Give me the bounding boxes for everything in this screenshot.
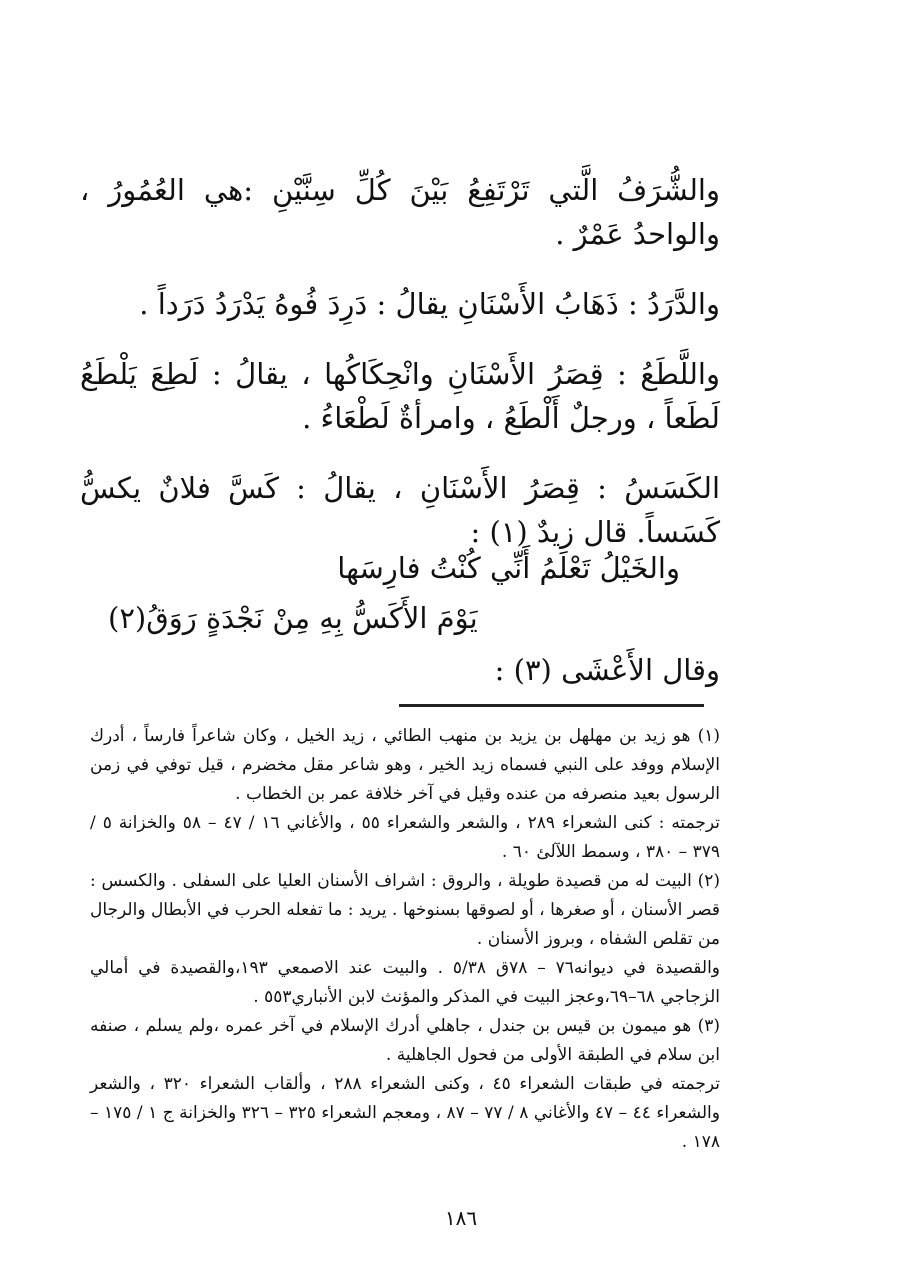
footnote-1-sources: ترجمته : كنى الشعراء ٢٨٩ ، والشعر والشعراء ٥٥ ، والأغاني ١٦ / ٤٧ – ٥٨ والخزانة ٥ / ٣٧٩ – ٣٨٠ ، وسمط اللآلئ ٦٠ . — [90, 813, 721, 862]
footnote-2: (٢) البيت له من قصيدة طويلة ، والروق : اشراف الأسنان العليا على السفلى . والكسس : قصر الأسنان ، أو صغرها ، أو لصوقها بسنوخها . يريد : ما تفعله الحرب في الأبطال والرجال من تقلص الشفاه ، وبروز الأسنان . — [90, 871, 720, 949]
paragraph-shuruf: والشُّرَفُ الَّتي تَرْتَفِعُ بَيْنَ كُلِّ سِنَّيْنِ :هي العُمُورُ ، والواحدُ عَمْرٌ . — [80, 173, 720, 251]
footnote-3-sources: ترجمته في طبقات الشعراء ٤٥ ، وكنى الشعراء ٢٨٨ ، وألقاب الشعراء ٣٢٠ ، والشعر والشعراء ٤٤ – ٤٧ والأغاني ٨ / ٧٧ – ٨٧ ، ومعجم الشعراء ٣٢٥ – ٣٢٦ والخزانة ج ١ / ١٧٥ – ١٧٨ . — [90, 1074, 721, 1152]
footnote-2-sources: والقصيدة في ديوانه٧٦ – ٧٨ق ٥/٣٨ . والبيت عند الاصمعي ١٩٣،والقصيدة في أمالي الزجاجي ٦٨–٦٩،وعجز البيت في المذكر والمؤنث لابن الأنباري٥٥٣ . — [90, 958, 721, 1007]
paragraph-kasas: الكَسَسُ : قِصَرُ الأَسْنَانِ ، يقالُ : كَسَّ فلانٌ يكسُّ كَسَساً. قال زيدٌ (١) : — [80, 471, 720, 549]
paragraph-lata: واللَّطَعُ : قِصَرُ الأَسْنَانِ وانْحِكَاكُها ، يقالُ : لَطِعَ يَلْطَعُ لَطَعاً ، ورجلٌ أَلْطَعُ ، وامرأةٌ لَطْعَاءُ . — [80, 357, 720, 435]
poet-intro-line: وقال الأَعْشَى (٣) : — [494, 653, 720, 687]
main-text — [80, 168, 720, 580]
verse-hemistich-2: يَوْمَ الأَكَسُّ بِهِ مِنْ نَجْدَةٍ رَوَقُ(٢) — [108, 601, 478, 635]
footnote-3: (٣) هو ميمون بن قيس بن جندل ، جاهلي أدرك الإسلام في آخر عمره ،ولم يسلم ، صنفه ابن سلام في الطبقة الأولى من فحول الجاهلية . — [90, 1016, 720, 1065]
footnote-1: (١) هو زيد بن مهلهل بن يزيد بن منهب الطائي ، زيد الخيل ، وكان شاعراً فارساً ، أدرك الإسلام ووفد على النبي فسماه زيد الخير ، وهو شاعر مقل مخضرم ، قيل توفي في زمن الرسول بعيد منصرفه من عنده وقيل في آخر خلافة عمر بن الخطاب . — [90, 726, 720, 804]
paragraph-darad: والدَّرَدُ : ذَهَابُ الأَسْنَانِ يقالُ : دَرِدَ فُوهُ يَدْرَدُ دَرَداً . — [139, 287, 720, 321]
verse-hemistich-1: والخَيْلُ تَعْلَمُ أَنِّي كُنْتُ فارِسَها — [337, 551, 680, 585]
footnotes — [90, 722, 720, 1157]
page-number: ١٨٦ — [444, 1206, 478, 1230]
footnote-divider — [399, 704, 704, 707]
